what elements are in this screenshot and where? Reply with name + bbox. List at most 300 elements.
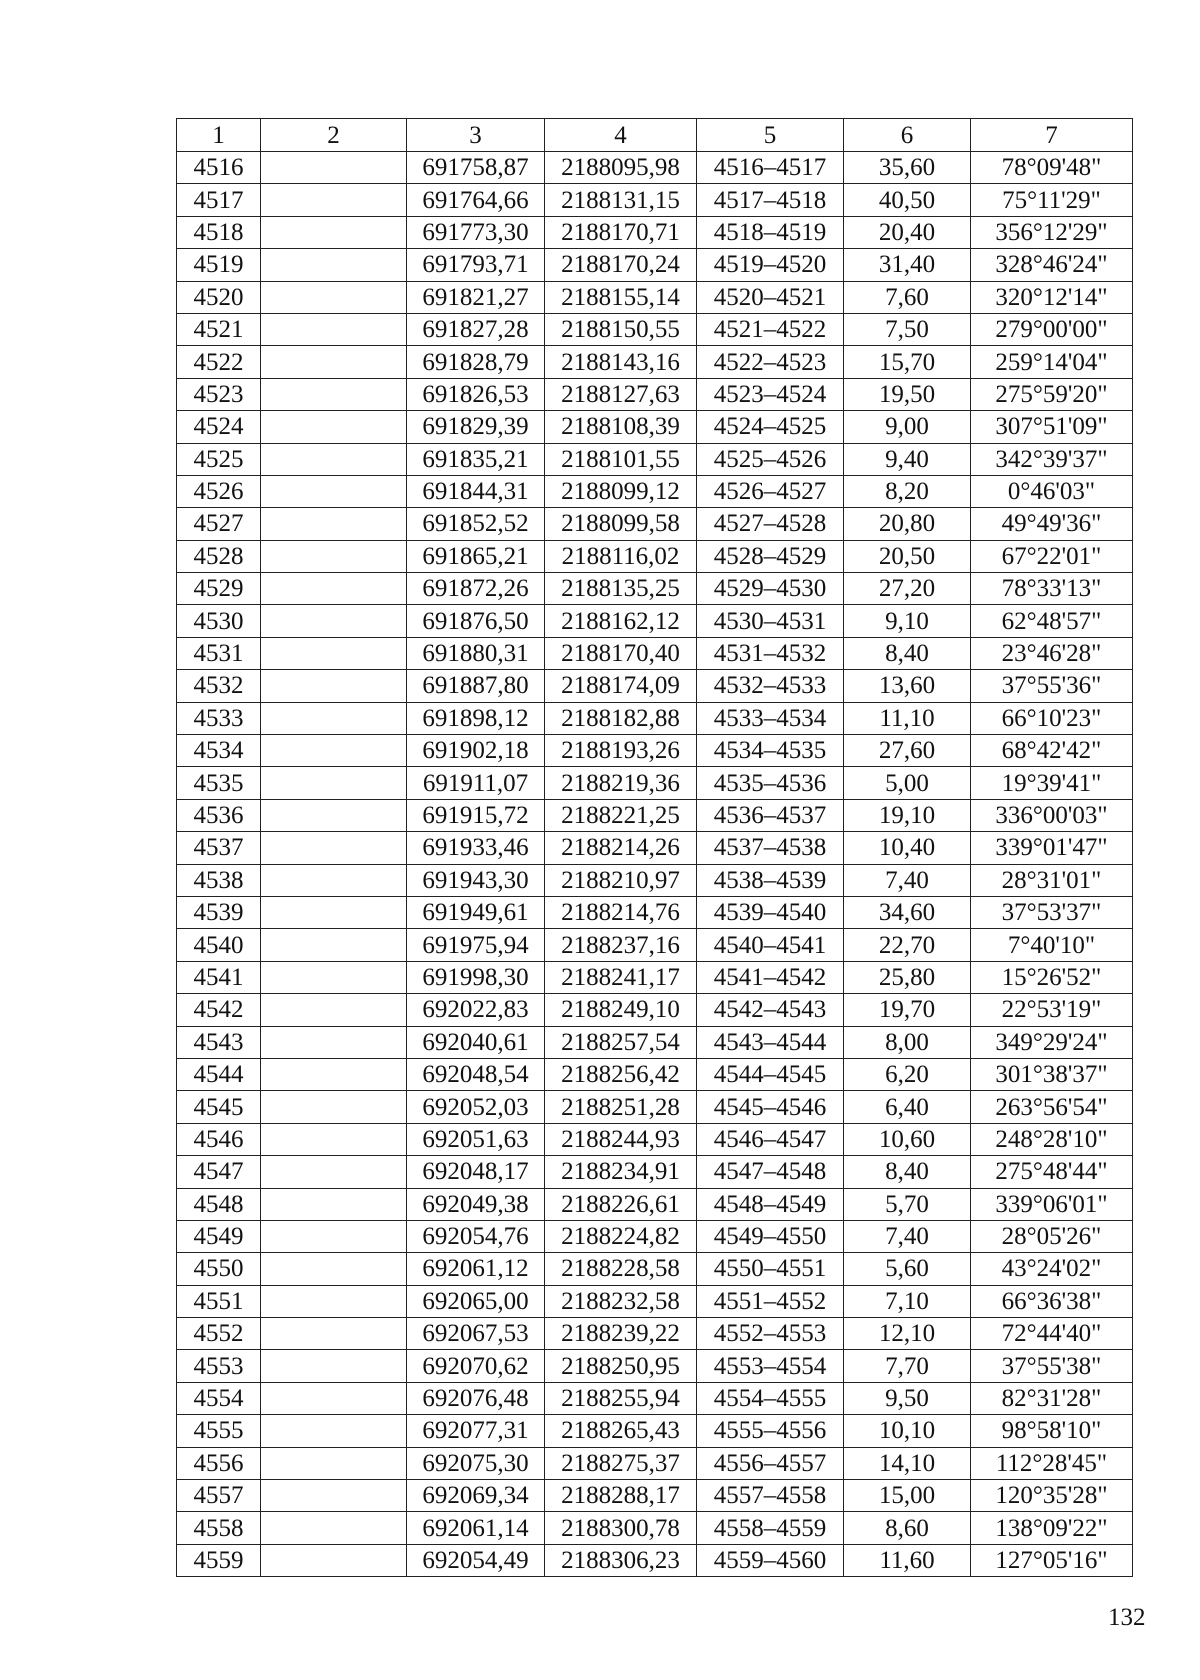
length-cell: 7,60 [844,281,971,313]
length-cell: 31,40 [844,249,971,281]
length-cell: 9,40 [844,443,971,475]
bearing-cell: 349°29'24" [971,1026,1133,1058]
segment-cell: 4521–4522 [697,313,844,345]
notes-cell [261,1382,407,1414]
point-number-cell: 4542 [177,994,261,1026]
y-coordinate-cell: 2188182,88 [545,702,697,734]
point-number-cell: 4541 [177,961,261,993]
x-coordinate-cell: 691887,80 [407,670,545,702]
length-cell: 10,10 [844,1415,971,1447]
segment-cell: 4550–4551 [697,1253,844,1285]
bearing-cell: 248°28'10" [971,1123,1133,1155]
segment-cell: 4557–4558 [697,1480,844,1512]
header-cell-1: 1 [177,119,261,152]
segment-cell: 4525–4526 [697,443,844,475]
y-coordinate-cell: 2188135,25 [545,573,697,605]
x-coordinate-cell: 692051,63 [407,1123,545,1155]
x-coordinate-cell: 691933,46 [407,832,545,864]
notes-cell [261,184,407,216]
length-cell: 27,20 [844,573,971,605]
y-coordinate-cell: 2188234,91 [545,1156,697,1188]
bearing-cell: 37°55'38" [971,1350,1133,1382]
table-row [177,961,1133,993]
point-number-cell: 4554 [177,1382,261,1414]
notes-cell [261,1350,407,1382]
y-coordinate-cell: 2188265,43 [545,1415,697,1447]
x-coordinate-cell: 692067,53 [407,1318,545,1350]
point-number-cell: 4539 [177,896,261,928]
notes-cell [261,443,407,475]
length-cell: 8,60 [844,1512,971,1544]
x-coordinate-cell: 692065,00 [407,1285,545,1317]
bearing-cell: 7°40'10" [971,929,1133,961]
point-number-cell: 4517 [177,184,261,216]
segment-cell: 4522–4523 [697,346,844,378]
table-row [177,1156,1133,1188]
x-coordinate-cell: 691998,30 [407,961,545,993]
y-coordinate-cell: 2188210,97 [545,864,697,896]
bearing-cell: 43°24'02" [971,1253,1133,1285]
bearing-cell: 37°55'36" [971,670,1133,702]
y-coordinate-cell: 2188131,15 [545,184,697,216]
segment-cell: 4556–4557 [697,1447,844,1479]
table-row [177,378,1133,410]
point-number-cell: 4527 [177,508,261,540]
table-row [177,540,1133,572]
table-row [177,605,1133,637]
segment-cell: 4520–4521 [697,281,844,313]
point-number-cell: 4521 [177,313,261,345]
bearing-cell: 112°28'45" [971,1447,1133,1479]
notes-cell [261,281,407,313]
y-coordinate-cell: 2188193,26 [545,735,697,767]
notes-cell [261,1091,407,1123]
length-cell: 8,40 [844,1156,971,1188]
table-row [177,346,1133,378]
point-number-cell: 4551 [177,1285,261,1317]
y-coordinate-cell: 2188275,37 [545,1447,697,1479]
segment-cell: 4548–4549 [697,1188,844,1220]
table-row [177,1285,1133,1317]
table-row [177,929,1133,961]
table-row [177,475,1133,507]
length-cell: 13,60 [844,670,971,702]
length-cell: 12,10 [844,1318,971,1350]
segment-cell: 4526–4527 [697,475,844,507]
segment-cell: 4549–4550 [697,1220,844,1252]
notes-cell [261,864,407,896]
y-coordinate-cell: 2188162,12 [545,605,697,637]
y-coordinate-cell: 2188237,16 [545,929,697,961]
bearing-cell: 275°48'44" [971,1156,1133,1188]
notes-cell [261,573,407,605]
length-cell: 20,50 [844,540,971,572]
table-row [177,1480,1133,1512]
table-row [177,1058,1133,1090]
y-coordinate-cell: 2188232,58 [545,1285,697,1317]
length-cell: 7,40 [844,864,971,896]
segment-cell: 4551–4552 [697,1285,844,1317]
x-coordinate-cell: 691943,30 [407,864,545,896]
table-row [177,184,1133,216]
table-row [177,1220,1133,1252]
segment-cell: 4527–4528 [697,508,844,540]
point-number-cell: 4519 [177,249,261,281]
y-coordinate-cell: 2188241,17 [545,961,697,993]
notes-cell [261,1220,407,1252]
bearing-cell: 49°49'36" [971,508,1133,540]
point-number-cell: 4557 [177,1480,261,1512]
segment-cell: 4533–4534 [697,702,844,734]
x-coordinate-cell: 692048,17 [407,1156,545,1188]
segment-cell: 4555–4556 [697,1415,844,1447]
notes-cell [261,1188,407,1220]
notes-cell [261,216,407,248]
segment-cell: 4545–4546 [697,1091,844,1123]
table-row [177,1447,1133,1479]
x-coordinate-cell: 691829,39 [407,411,545,443]
bearing-cell: 67°22'01" [971,540,1133,572]
point-number-cell: 4550 [177,1253,261,1285]
table-row [177,573,1133,605]
notes-cell [261,767,407,799]
segment-cell: 4543–4544 [697,1026,844,1058]
notes-cell [261,411,407,443]
length-cell: 20,40 [844,216,971,248]
bearing-cell: 0°46'03" [971,475,1133,507]
x-coordinate-cell: 692040,61 [407,1026,545,1058]
bearing-cell: 307°51'09" [971,411,1133,443]
x-coordinate-cell: 692069,34 [407,1480,545,1512]
page-number: 132 [1108,1604,1146,1631]
table-row [177,1253,1133,1285]
notes-cell [261,1512,407,1544]
bearing-cell: 120°35'28" [971,1480,1133,1512]
segment-cell: 4516–4517 [697,152,844,184]
segment-cell: 4528–4529 [697,540,844,572]
bearing-cell: 263°56'54" [971,1091,1133,1123]
point-number-cell: 4549 [177,1220,261,1252]
bearing-cell: 62°48'57" [971,605,1133,637]
x-coordinate-cell: 691827,28 [407,313,545,345]
bearing-cell: 356°12'29" [971,216,1133,248]
bearing-cell: 66°36'38" [971,1285,1133,1317]
bearing-cell: 28°05'26" [971,1220,1133,1252]
point-number-cell: 4544 [177,1058,261,1090]
point-number-cell: 4553 [177,1350,261,1382]
coordinates-table [176,118,1133,1577]
x-coordinate-cell: 692075,30 [407,1447,545,1479]
y-coordinate-cell: 2188214,26 [545,832,697,864]
x-coordinate-cell: 692061,14 [407,1512,545,1544]
y-coordinate-cell: 2188219,36 [545,767,697,799]
bearing-cell: 275°59'20" [971,378,1133,410]
segment-cell: 4529–4530 [697,573,844,605]
y-coordinate-cell: 2188155,14 [545,281,697,313]
bearing-cell: 336°00'03" [971,799,1133,831]
length-cell: 25,80 [844,961,971,993]
length-cell: 22,70 [844,929,971,961]
point-number-cell: 4520 [177,281,261,313]
table-row [177,799,1133,831]
notes-cell [261,540,407,572]
y-coordinate-cell: 2188300,78 [545,1512,697,1544]
y-coordinate-cell: 2188095,98 [545,152,697,184]
bearing-cell: 37°53'37" [971,896,1133,928]
y-coordinate-cell: 2188256,42 [545,1058,697,1090]
length-cell: 11,10 [844,702,971,734]
notes-cell [261,1156,407,1188]
length-cell: 20,80 [844,508,971,540]
segment-cell: 4539–4540 [697,896,844,928]
x-coordinate-cell: 691915,72 [407,799,545,831]
segment-cell: 4541–4542 [697,961,844,993]
y-coordinate-cell: 2188228,58 [545,1253,697,1285]
length-cell: 7,40 [844,1220,971,1252]
y-coordinate-cell: 2188250,95 [545,1350,697,1382]
y-coordinate-cell: 2188255,94 [545,1382,697,1414]
segment-cell: 4538–4539 [697,864,844,896]
point-number-cell: 4540 [177,929,261,961]
x-coordinate-cell: 691764,66 [407,184,545,216]
bearing-cell: 22°53'19" [971,994,1133,1026]
segment-cell: 4544–4545 [697,1058,844,1090]
point-number-cell: 4543 [177,1026,261,1058]
bearing-cell: 301°38'37" [971,1058,1133,1090]
notes-cell [261,896,407,928]
table-row [177,735,1133,767]
notes-cell [261,1123,407,1155]
x-coordinate-cell: 692049,38 [407,1188,545,1220]
notes-cell [261,702,407,734]
point-number-cell: 4529 [177,573,261,605]
x-coordinate-cell: 692054,49 [407,1544,545,1576]
header-cell-3: 3 [407,119,545,152]
x-coordinate-cell: 692077,31 [407,1415,545,1447]
notes-cell [261,605,407,637]
table-row [177,1415,1133,1447]
notes-cell [261,961,407,993]
y-coordinate-cell: 2188244,93 [545,1123,697,1155]
length-cell: 7,10 [844,1285,971,1317]
length-cell: 14,10 [844,1447,971,1479]
point-number-cell: 4530 [177,605,261,637]
notes-cell [261,799,407,831]
x-coordinate-cell: 691865,21 [407,540,545,572]
table-header-row [177,119,1133,152]
table-row [177,896,1133,928]
notes-cell [261,1318,407,1350]
length-cell: 27,60 [844,735,971,767]
y-coordinate-cell: 2188214,76 [545,896,697,928]
notes-cell [261,346,407,378]
x-coordinate-cell: 691872,26 [407,573,545,605]
notes-cell [261,1447,407,1479]
y-coordinate-cell: 2188127,63 [545,378,697,410]
x-coordinate-cell: 691835,21 [407,443,545,475]
point-number-cell: 4548 [177,1188,261,1220]
notes-cell [261,1026,407,1058]
bearing-cell: 342°39'37" [971,443,1133,475]
length-cell: 8,40 [844,637,971,669]
length-cell: 19,70 [844,994,971,1026]
x-coordinate-cell: 691898,12 [407,702,545,734]
table-row [177,249,1133,281]
x-coordinate-cell: 691949,61 [407,896,545,928]
segment-cell: 4532–4533 [697,670,844,702]
header-cell-6: 6 [844,119,971,152]
point-number-cell: 4537 [177,832,261,864]
x-coordinate-cell: 692070,62 [407,1350,545,1382]
length-cell: 7,70 [844,1350,971,1382]
x-coordinate-cell: 691852,52 [407,508,545,540]
notes-cell [261,152,407,184]
segment-cell: 4535–4536 [697,767,844,799]
bearing-cell: 23°46'28" [971,637,1133,669]
point-number-cell: 4522 [177,346,261,378]
length-cell: 9,10 [844,605,971,637]
y-coordinate-cell: 2188251,28 [545,1091,697,1123]
length-cell: 6,20 [844,1058,971,1090]
notes-cell [261,929,407,961]
point-number-cell: 4536 [177,799,261,831]
y-coordinate-cell: 2188170,71 [545,216,697,248]
segment-cell: 4524–4525 [697,411,844,443]
table-row [177,1544,1133,1576]
x-coordinate-cell: 691880,31 [407,637,545,669]
y-coordinate-cell: 2188224,82 [545,1220,697,1252]
bearing-cell: 72°44'40" [971,1318,1133,1350]
length-cell: 40,50 [844,184,971,216]
point-number-cell: 4534 [177,735,261,767]
notes-cell [261,1415,407,1447]
bearing-cell: 339°06'01" [971,1188,1133,1220]
table-row [177,152,1133,184]
length-cell: 15,70 [844,346,971,378]
table-row [177,1026,1133,1058]
segment-cell: 4542–4543 [697,994,844,1026]
notes-cell [261,670,407,702]
x-coordinate-cell: 691828,79 [407,346,545,378]
length-cell: 5,60 [844,1253,971,1285]
segment-cell: 4531–4532 [697,637,844,669]
y-coordinate-cell: 2188143,16 [545,346,697,378]
table-row [177,1318,1133,1350]
y-coordinate-cell: 2188306,23 [545,1544,697,1576]
point-number-cell: 4526 [177,475,261,507]
length-cell: 8,20 [844,475,971,507]
length-cell: 5,00 [844,767,971,799]
length-cell: 19,10 [844,799,971,831]
point-number-cell: 4516 [177,152,261,184]
point-number-cell: 4535 [177,767,261,799]
point-number-cell: 4558 [177,1512,261,1544]
bearing-cell: 339°01'47" [971,832,1133,864]
notes-cell [261,832,407,864]
header-cell-2: 2 [261,119,407,152]
notes-cell [261,508,407,540]
point-number-cell: 4552 [177,1318,261,1350]
point-number-cell: 4531 [177,637,261,669]
point-number-cell: 4559 [177,1544,261,1576]
point-number-cell: 4523 [177,378,261,410]
table-row [177,1350,1133,1382]
table-row [177,1123,1133,1155]
bearing-cell: 15°26'52" [971,961,1133,993]
y-coordinate-cell: 2188249,10 [545,994,697,1026]
bearing-cell: 279°00'00" [971,313,1133,345]
bearing-cell: 138°09'22" [971,1512,1133,1544]
table-row [177,1382,1133,1414]
segment-cell: 4559–4560 [697,1544,844,1576]
y-coordinate-cell: 2188101,55 [545,443,697,475]
y-coordinate-cell: 2188116,02 [545,540,697,572]
segment-cell: 4552–4553 [697,1318,844,1350]
length-cell: 7,50 [844,313,971,345]
notes-cell [261,475,407,507]
point-number-cell: 4524 [177,411,261,443]
point-number-cell: 4528 [177,540,261,572]
segment-cell: 4554–4555 [697,1382,844,1414]
segment-cell: 4518–4519 [697,216,844,248]
y-coordinate-cell: 2188288,17 [545,1480,697,1512]
bearing-cell: 28°31'01" [971,864,1133,896]
table-row [177,508,1133,540]
y-coordinate-cell: 2188239,22 [545,1318,697,1350]
x-coordinate-cell: 692048,54 [407,1058,545,1090]
length-cell: 10,60 [844,1123,971,1155]
length-cell: 11,60 [844,1544,971,1576]
bearing-cell: 98°58'10" [971,1415,1133,1447]
bearing-cell: 78°33'13" [971,573,1133,605]
x-coordinate-cell: 691758,87 [407,152,545,184]
y-coordinate-cell: 2188099,58 [545,508,697,540]
notes-cell [261,1480,407,1512]
table-row [177,281,1133,313]
point-number-cell: 4547 [177,1156,261,1188]
point-number-cell: 4533 [177,702,261,734]
segment-cell: 4546–4547 [697,1123,844,1155]
bearing-cell: 259°14'04" [971,346,1133,378]
bearing-cell: 127°05'16" [971,1544,1133,1576]
segment-cell: 4540–4541 [697,929,844,961]
x-coordinate-cell: 692076,48 [407,1382,545,1414]
y-coordinate-cell: 2188108,39 [545,411,697,443]
length-cell: 5,70 [844,1188,971,1220]
x-coordinate-cell: 692054,76 [407,1220,545,1252]
point-number-cell: 4555 [177,1415,261,1447]
y-coordinate-cell: 2188170,40 [545,637,697,669]
y-coordinate-cell: 2188257,54 [545,1026,697,1058]
y-coordinate-cell: 2188226,61 [545,1188,697,1220]
header-cell-5: 5 [697,119,844,152]
segment-cell: 4558–4559 [697,1512,844,1544]
table-row [177,864,1133,896]
segment-cell: 4536–4537 [697,799,844,831]
table-row [177,216,1133,248]
length-cell: 15,00 [844,1480,971,1512]
point-number-cell: 4545 [177,1091,261,1123]
point-number-cell: 4538 [177,864,261,896]
table-row [177,702,1133,734]
bearing-cell: 19°39'41" [971,767,1133,799]
x-coordinate-cell: 691876,50 [407,605,545,637]
x-coordinate-cell: 691773,30 [407,216,545,248]
table-row [177,443,1133,475]
bearing-cell: 68°42'42" [971,735,1133,767]
y-coordinate-cell: 2188150,55 [545,313,697,345]
table-row [177,411,1133,443]
